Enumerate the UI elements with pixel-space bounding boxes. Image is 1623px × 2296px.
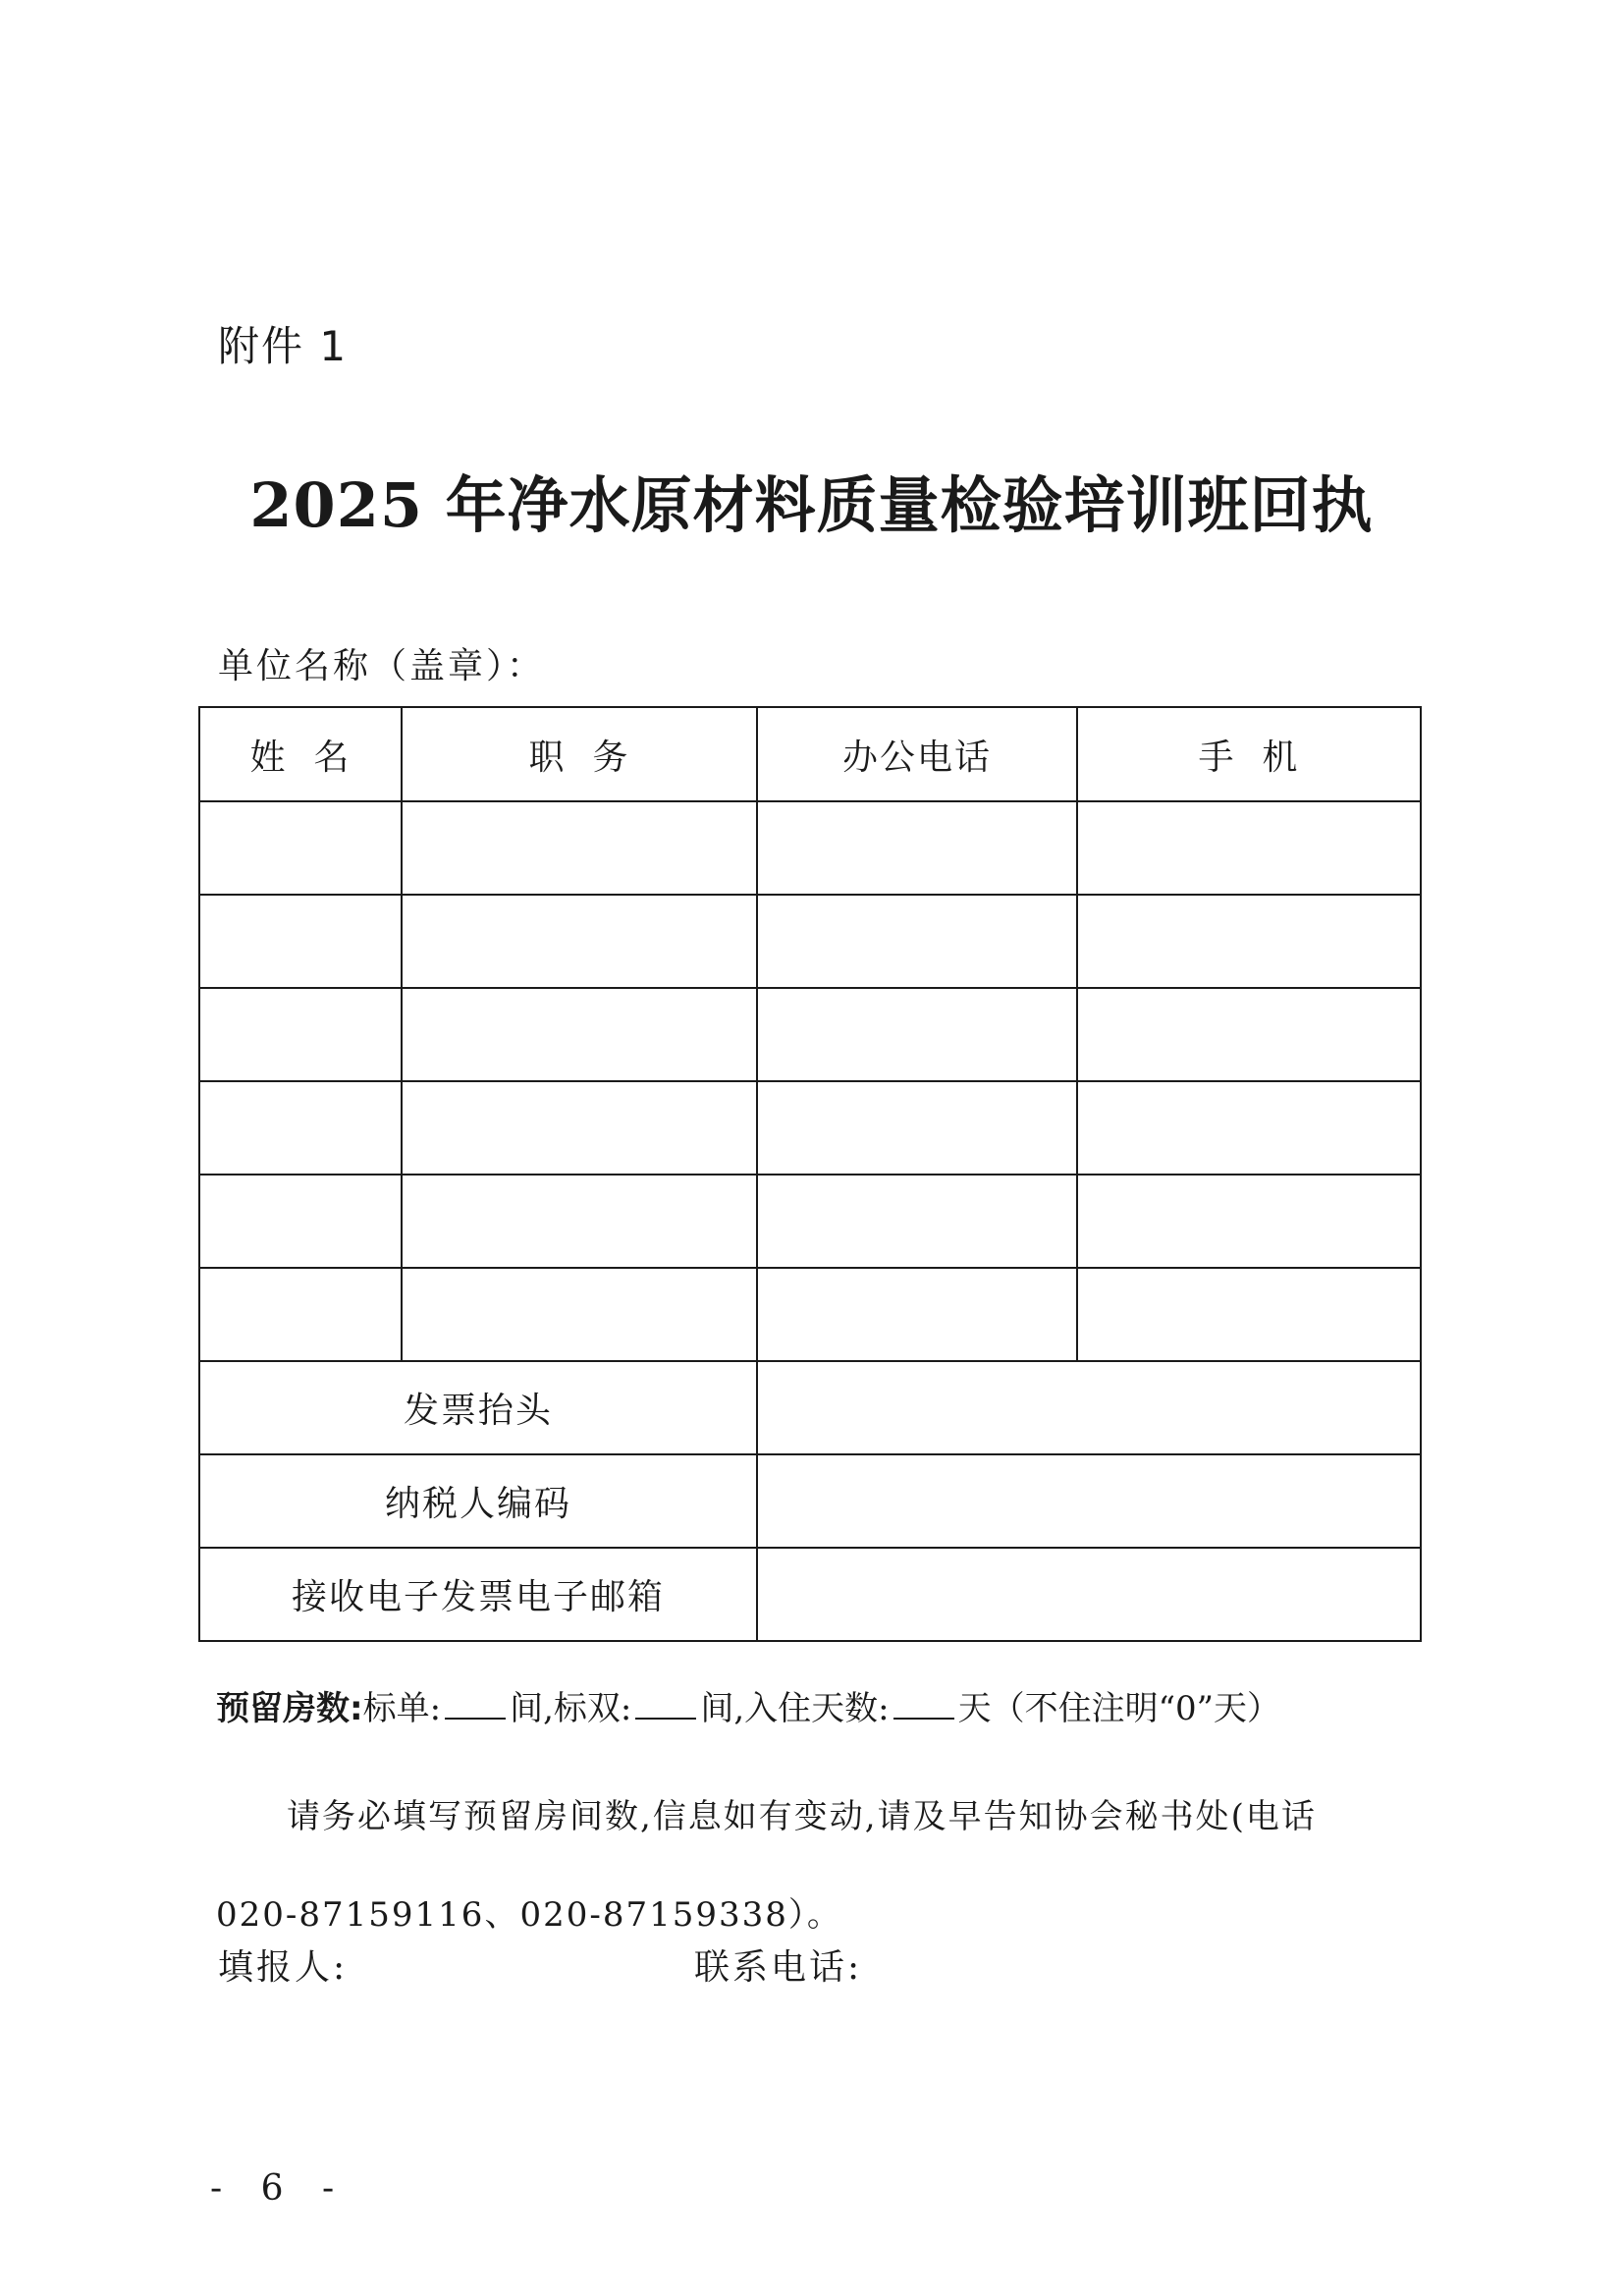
standard-single-blank[interactable]: [445, 1688, 506, 1720]
table-row: [199, 1268, 1421, 1361]
header-mobile: 手 机: [1077, 707, 1421, 801]
contact-phone-label: 联系电话:: [694, 1947, 863, 1988]
table-row: [199, 1175, 1421, 1268]
position-cell[interactable]: [402, 1175, 757, 1268]
notice-paragraph: 请务必填写预留房间数,信息如有变动,请及早告知协会秘书处(电话 020-87159116、020-87159338）。: [216, 1797, 1317, 1935]
unit-name-label: 单位名称（盖章）：: [218, 646, 546, 686]
stay-days-blank[interactable]: [893, 1688, 954, 1720]
standard-double-blank[interactable]: [635, 1688, 696, 1720]
table-header-row: [199, 707, 1421, 801]
room-note: （不住注明“0”天）: [991, 1689, 1281, 1728]
name-cell[interactable]: [199, 1081, 402, 1175]
taxpayer-code-row: [199, 1454, 1421, 1548]
invoice-title-label: 发票抬头: [199, 1361, 757, 1454]
mobile-cell[interactable]: [1077, 895, 1421, 988]
header-name: 姓 名: [199, 707, 402, 801]
standard-double-label: 标双:: [553, 1689, 632, 1728]
registration-table: [198, 706, 1422, 1642]
position-cell[interactable]: [402, 1081, 757, 1175]
mobile-cell[interactable]: [1077, 988, 1421, 1081]
attachment-label: 附件 1: [218, 322, 349, 370]
mobile-cell[interactable]: [1077, 1268, 1421, 1361]
position-cell[interactable]: [402, 1268, 757, 1361]
taxpayer-code-label: 纳税人编码: [199, 1454, 757, 1548]
standard-single-label: 标单:: [362, 1689, 442, 1728]
name-cell[interactable]: [199, 895, 402, 988]
office-phone-cell[interactable]: [757, 1081, 1077, 1175]
invoice-title-row: [199, 1361, 1421, 1454]
office-phone-cell[interactable]: [757, 801, 1077, 895]
mobile-cell[interactable]: [1077, 1081, 1421, 1175]
header-position: 职 务: [402, 707, 757, 801]
room-reservation-line: [216, 1681, 1280, 1729]
position-cell[interactable]: [402, 895, 757, 988]
day-unit: 天: [957, 1689, 992, 1728]
room-unit-2: 间,: [700, 1689, 745, 1728]
name-cell[interactable]: [199, 1268, 402, 1361]
office-phone-cell[interactable]: [757, 1268, 1077, 1361]
room-reservation-label: 预留房数:: [216, 1689, 363, 1728]
invoice-title-field[interactable]: [757, 1361, 1421, 1454]
table-row: [199, 1081, 1421, 1175]
office-phone-cell[interactable]: [757, 895, 1077, 988]
stay-days-label: 入住天数:: [744, 1689, 890, 1728]
header-office-phone: 办公电话: [757, 707, 1077, 801]
filler-label: 填报人:: [218, 1947, 349, 1988]
invoice-email-label: 接收电子发票电子邮箱: [199, 1548, 757, 1641]
name-cell[interactable]: [199, 1175, 402, 1268]
name-cell[interactable]: [199, 801, 402, 895]
office-phone-cell[interactable]: [757, 988, 1077, 1081]
table-row: [199, 801, 1421, 895]
table-row: [199, 988, 1421, 1081]
position-cell[interactable]: [402, 801, 757, 895]
position-cell[interactable]: [402, 988, 757, 1081]
invoice-email-row: [199, 1548, 1421, 1641]
mobile-cell[interactable]: [1077, 801, 1421, 895]
table-row: [199, 895, 1421, 988]
room-unit-1: 间,: [510, 1689, 554, 1728]
name-cell[interactable]: [199, 988, 402, 1081]
mobile-cell[interactable]: [1077, 1175, 1421, 1268]
page-title: 2025 年净水原材料质量检验培训班回执: [249, 469, 1374, 541]
office-phone-cell[interactable]: [757, 1175, 1077, 1268]
taxpayer-code-field[interactable]: [757, 1454, 1421, 1548]
invoice-email-field[interactable]: [757, 1548, 1421, 1641]
page-number: - 6 -: [210, 2168, 349, 2209]
